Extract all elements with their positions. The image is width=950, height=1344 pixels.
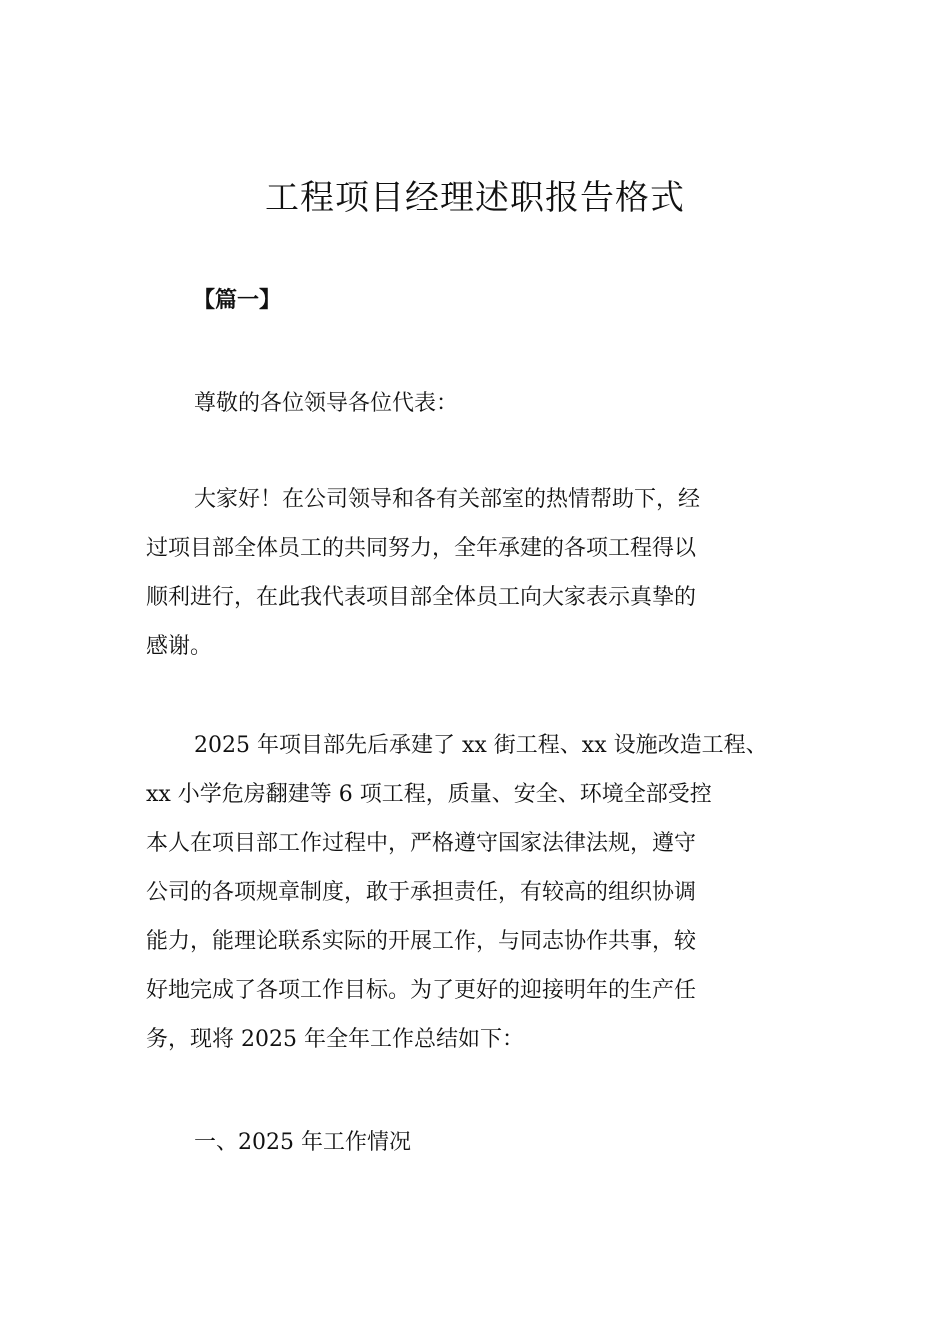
paragraph-line: 过项目部全体员工的共同努力，全年承建的各项工程得以	[146, 536, 697, 561]
section-tag: 【篇一】	[193, 287, 282, 313]
salutation: 尊敬的各位领导各位代表：	[194, 391, 459, 416]
paragraph-line: 务，现将 2025 年全年工作总结如下：	[146, 1027, 524, 1052]
section-heading: 一、2025 年工作情况	[194, 1130, 411, 1155]
document-title: 工程项目经理述职报告格式	[265, 178, 685, 218]
paragraph-line: 感谢。	[146, 634, 213, 659]
paragraph-greeting	[146, 475, 811, 671]
paragraph-line: 顺利进行，在此我代表项目部全体员工向大家表示真挚的	[146, 585, 697, 610]
paragraph-line: 公司的各项规章制度，敢于承担责任，有较高的组织协调	[146, 880, 697, 905]
paragraph-projects	[146, 721, 811, 1064]
paragraph-line: 大家好！在公司领导和各有关部室的热情帮助下，经	[194, 487, 701, 512]
paragraph-line: 2025 年项目部先后承建了 xx 街工程、xx 设施改造工程、	[194, 733, 768, 758]
paragraph-line: 本人在项目部工作过程中，严格遵守国家法律法规，遵守	[146, 831, 697, 856]
paragraph-line: 能力，能理论联系实际的开展工作，与同志协作共事，较	[146, 929, 697, 954]
paragraph-line: 好地完成了各项工作目标。为了更好的迎接明年的生产任	[146, 978, 697, 1003]
paragraph-line: xx 小学危房翻建等 6 项工程，质量、安全、环境全部受控	[146, 782, 712, 807]
